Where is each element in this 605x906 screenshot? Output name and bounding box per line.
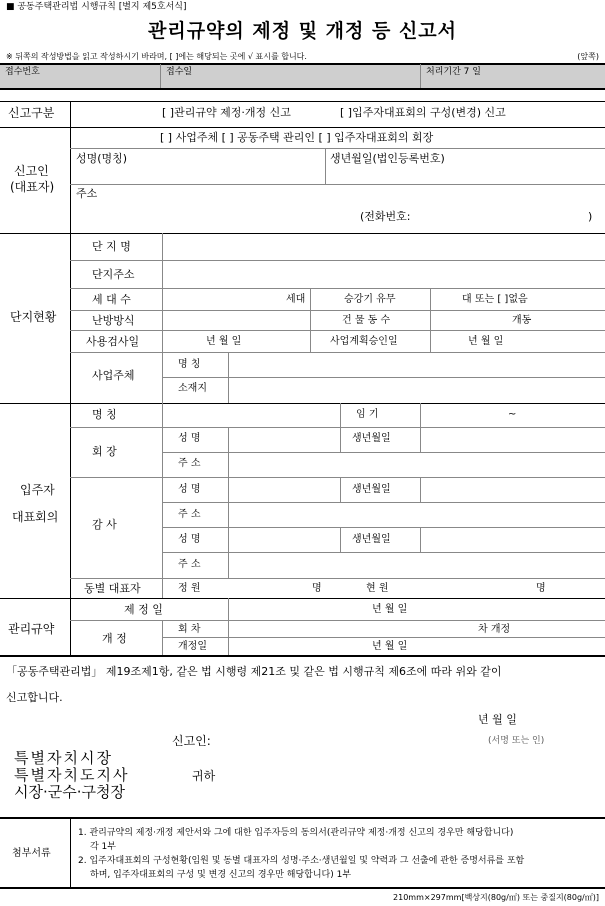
sign-or-seal: (서명 또는 인) — [488, 736, 545, 746]
processing-period-label: 처리기간 7 일 — [426, 67, 481, 77]
paper-spec: 210mm×297mm[백상지(80g/㎡) 또는 중질지(80g/㎡)] — [393, 893, 599, 902]
reporter-name-label: 성명(명칭) — [76, 152, 128, 165]
term-value: ~ — [508, 409, 517, 420]
complex-status-label: 단지현황 — [10, 310, 57, 324]
enact-date-label: 제 정 일 — [124, 603, 163, 616]
report-type-label: 신고구분 — [8, 106, 55, 120]
attachment-1: 1. 관리규약의 제정·개정 제안서와 그에 대한 입주자등의 동의서(관리규약 제정·개정 신고의 경우만 해당합니다) — [78, 828, 514, 838]
rep-label: 동별 대표자 — [84, 582, 141, 595]
statement-line1: 「공동주택관리법」 제19조제1항, 같은 법 시행령 제21조 및 같은 법 시행규칙 제6조에 따라 위와 같이 — [6, 665, 502, 678]
reporter-phone-close: ) — [588, 210, 593, 223]
council-label: 입주자 — [20, 483, 55, 497]
receipt-bar — [0, 64, 605, 88]
auditor-label: 감 사 — [92, 518, 117, 531]
addressee-special-city: 특별자치시장 — [14, 749, 113, 767]
auditor1-address-label: 주 소 — [178, 509, 201, 520]
enact-date-value: 년 월 일 — [372, 604, 408, 615]
attachments-label: 첨부서류 — [12, 848, 51, 859]
developer-name-label: 명 칭 — [178, 359, 201, 370]
elevator-value: 대 또는 [ ]없음 — [462, 294, 528, 305]
law-reference: ■ 공동주택관리법 시행규칙 [별지 제5호서식] — [6, 2, 187, 12]
attachment-2: 2. 입주자대표회의 구성현황(임원 및 동별 대표자의 성명·주소·생년월일 및 약력과 그 선출에 관한 증명서류를 포함 — [78, 856, 525, 866]
plan-approval-value: 년 월 일 — [468, 336, 504, 347]
honorific: 귀하 — [192, 769, 216, 783]
reporter-label: 신고인 — [14, 164, 49, 178]
addressee-special-province: 특별자치도지사 — [14, 766, 130, 784]
reporter-type-checkboxes[interactable]: [ ] 사업주체 [ ] 공동주택 관리인 [ ] 입주자대표회의 회장 — [160, 131, 434, 144]
auditor2-name-label: 성 명 — [178, 534, 201, 545]
reporter-birth-label: 생년월일(법인등록번호) — [330, 152, 445, 165]
households-label: 세 대 수 — [92, 293, 131, 306]
inspection-date-label: 사용검사일 — [86, 335, 140, 348]
amend-date-value: 년 월 일 — [372, 641, 408, 652]
heating-label: 난방방식 — [92, 314, 135, 327]
chair-birth-label: 생년월일 — [352, 433, 391, 444]
current-label: 현 원 — [366, 583, 389, 594]
term-label: 임 기 — [356, 409, 379, 420]
report-type-bylaws-checkbox[interactable]: [ ]관리규약 제정·개정 신고 — [162, 106, 291, 119]
buildings-unit: 개동 — [512, 315, 532, 326]
auditor1-name-label: 성 명 — [178, 484, 201, 495]
instruction-note: ※ 뒤쪽의 작성방법을 읽고 작성하시기 바라며, [ ]에는 해당되는 곳에 √ 표시를 합니다. — [6, 52, 307, 61]
report-type-council-checkbox[interactable]: [ ]입주자대표회의 구성(변경) 신고 — [340, 106, 506, 119]
chair-address-label: 주 소 — [178, 458, 201, 469]
elevator-label: 승강기 유무 — [344, 294, 396, 305]
chair-label: 회 장 — [92, 445, 117, 458]
amend-round-label: 회 차 — [178, 624, 201, 635]
chair-name-label: 성 명 — [178, 433, 201, 444]
council-label-sub: 대표회의 — [12, 510, 59, 524]
statement-line2: 신고합니다. — [6, 691, 63, 704]
reporter-label-sub: (대표자) — [10, 180, 55, 194]
auditor2-birth-label: 생년월일 — [352, 534, 391, 545]
amend-label: 개 정 — [102, 632, 127, 645]
receipt-date-label: 접수일 — [166, 67, 193, 77]
developer-label: 사업주체 — [92, 369, 135, 382]
council-name-label: 명 칭 — [92, 408, 117, 421]
report-date: 년 월 일 — [478, 713, 517, 726]
attachment-2-cont: 하며, 입주자대표회의 구성 및 변경 신고의 경우만 해당합니다) 1부 — [90, 870, 352, 880]
quota-label: 정 원 — [178, 583, 201, 594]
reporter-sign-label: 신고인: — [172, 734, 211, 748]
amend-date-label: 개정일 — [178, 641, 207, 652]
current-unit: 명 — [536, 583, 546, 594]
page-side-label: (앞쪽) — [577, 52, 599, 61]
amend-round-value: 차 개정 — [478, 624, 511, 635]
reporter-address-label: 주소 — [76, 187, 98, 200]
receipt-number-label: 접수번호 — [5, 67, 40, 77]
complex-address-label: 단지주소 — [92, 268, 135, 281]
buildings-label: 건 물 동 수 — [342, 315, 391, 326]
auditor2-address-label: 주 소 — [178, 559, 201, 570]
households-unit: 세대 — [286, 294, 306, 305]
plan-approval-label: 사업계획승인일 — [330, 336, 398, 347]
quota-unit: 명 — [312, 583, 322, 594]
bylaws-label: 관리규약 — [8, 622, 55, 636]
developer-location-label: 소재지 — [178, 383, 207, 394]
inspection-date-value: 년 월 일 — [206, 336, 242, 347]
addressee-mayor: 시장·군수·구청장 — [14, 783, 125, 801]
form-title: 관리규약의 제정 및 개정 등 신고서 — [147, 20, 458, 42]
attachment-1-count: 각 1부 — [90, 842, 116, 852]
reporter-phone-label: (전화번호: — [360, 210, 411, 223]
complex-name-label: 단 지 명 — [92, 240, 131, 253]
auditor1-birth-label: 생년월일 — [352, 484, 391, 495]
